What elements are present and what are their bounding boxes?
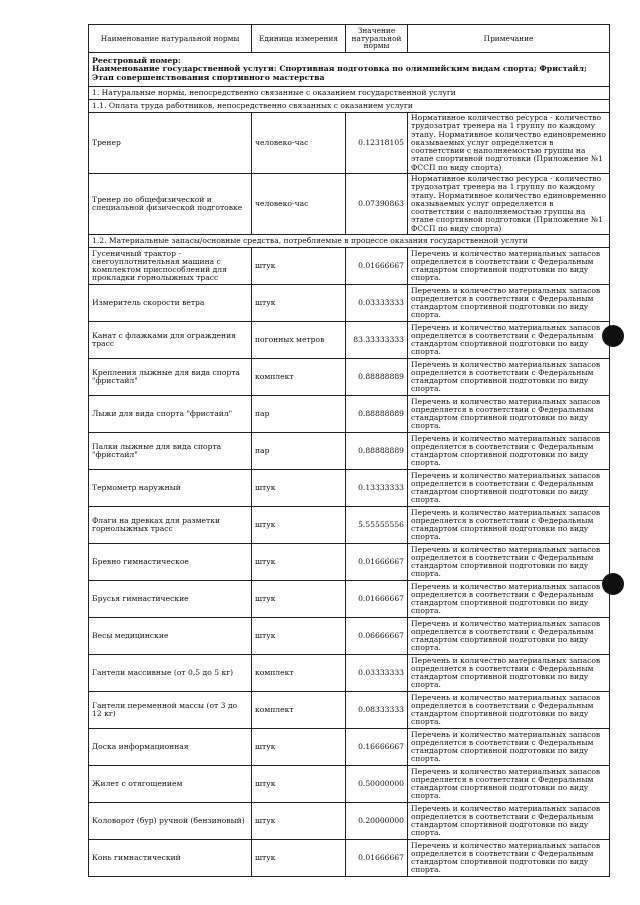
- norm-note: Перечень и количество материальных запасов определяется в соответствии с Федеральным стандартом спортивной подготовки по виду спорта.: [408, 692, 610, 729]
- norm-unit: штук: [252, 618, 346, 655]
- table-row: [89, 396, 610, 433]
- registry-cell: [89, 53, 610, 87]
- norm-note: Перечень и количество материальных запасов определяется в соответствии с Федеральным стандартом спортивной подготовки по виду спорта.: [408, 507, 610, 544]
- service-name: Наименование государственной услуги: Спортивная подготовка по олимпийским видам спорта; Фристайл; Этап совершенствования спортивного мастерства: [92, 64, 587, 82]
- norm-value: 5.55555556: [346, 507, 408, 544]
- norm-note: Перечень и количество материальных запасов определяется в соответствии с Федеральным стандартом спортивной подготовки по виду спорта.: [408, 322, 610, 359]
- norm-value: 0.03333333: [346, 285, 408, 322]
- table-row: [89, 507, 610, 544]
- norm-name: Доска информационная: [89, 729, 252, 766]
- norm-name: Канат с флажками для ограждения трасс: [89, 322, 252, 359]
- table-row: [89, 433, 610, 470]
- section-row: [89, 100, 610, 113]
- norm-name: Жилет с отягощением: [89, 766, 252, 803]
- section-row: [89, 235, 610, 248]
- norm-value: 83.33333333: [346, 322, 408, 359]
- hole-punch-mark: [602, 573, 624, 595]
- table-row: [89, 322, 610, 359]
- norm-name: Весы медицинские: [89, 618, 252, 655]
- norm-unit: человеко-час: [252, 174, 346, 235]
- registry-number: Реестровый номер:: [92, 55, 181, 65]
- table-row: [89, 692, 610, 729]
- norm-value: 0.01666667: [346, 544, 408, 581]
- header-name: Наименование натуральной нормы: [89, 25, 252, 53]
- table-header-row: [89, 25, 610, 53]
- norm-name: Палки лыжные для вида спорта "фристайл": [89, 433, 252, 470]
- norm-value: 0.88888889: [346, 359, 408, 396]
- norm-name: Лыжи для вида спорта "фристайл": [89, 396, 252, 433]
- table-row: [89, 113, 610, 174]
- table-row: [89, 248, 610, 285]
- norm-name: Измеритель скорости ветра: [89, 285, 252, 322]
- norm-unit: штук: [252, 766, 346, 803]
- section-1-title: 1. Натуральные нормы, непосредственно связанные с оказанием государственной услуги: [89, 87, 610, 100]
- table-row: [89, 470, 610, 507]
- norm-unit: штук: [252, 544, 346, 581]
- norm-value: 0.20000000: [346, 803, 408, 840]
- norm-note: Перечень и количество материальных запасов определяется в соответствии с Федеральным стандартом спортивной подготовки по виду спорта.: [408, 803, 610, 840]
- norms-document: [88, 24, 609, 877]
- section-row: [89, 87, 610, 100]
- norm-note: Перечень и количество материальных запасов определяется в соответствии с Федеральным стандартом спортивной подготовки по виду спорта.: [408, 840, 610, 877]
- norm-note: Перечень и количество материальных запасов определяется в соответствии с Федеральным стандартом спортивной подготовки по виду спорта.: [408, 285, 610, 322]
- norm-name: Гантели массивные (от 0,5 до 5 кг): [89, 655, 252, 692]
- table-row: [89, 803, 610, 840]
- norm-note: Перечень и количество материальных запасов определяется в соответствии с Федеральным стандартом спортивной подготовки по виду спорта.: [408, 581, 610, 618]
- norm-name: Коловорот (бур) ручной (бензиновый): [89, 803, 252, 840]
- norm-unit: штук: [252, 840, 346, 877]
- norm-note: Нормативное количество ресурса - количество трудозатрат тренера на 1 группу по каждому этапу. Нормативное количество единовременно оказываемых услуг определяется в соответствии с наполняемостью группы на этапе спортивной подготовки (Приложение №1 ФССП по виду спорта): [408, 174, 610, 235]
- table-row: [89, 581, 610, 618]
- norm-value: 0.06666667: [346, 618, 408, 655]
- header-unit: Единица измерения: [252, 25, 346, 53]
- norm-name: Конь гимнастический: [89, 840, 252, 877]
- norm-note: Нормативное количество ресурса - количество трудозатрат тренера на 1 группу по каждому этапу. Нормативное количество единовременно оказываемых услуг определяется в соответствии с наполняемостью группы на этапе спортивной подготовки (Приложение №1 ФССП по виду спорта): [408, 113, 610, 174]
- norm-note: Перечень и количество материальных запасов определяется в соответствии с Федеральным стандартом спортивной подготовки по виду спорта.: [408, 396, 610, 433]
- norm-name: Крепления лыжные для вида спорта "фристайл": [89, 359, 252, 396]
- norm-unit: штук: [252, 507, 346, 544]
- norm-note: Перечень и количество материальных запасов определяется в соответствии с Федеральным стандартом спортивной подготовки по виду спорта.: [408, 766, 610, 803]
- section-1-1-title: 1.1. Оплата труда работников, непосредственно связанных с оказанием услуги: [89, 100, 610, 113]
- norm-unit: погонных метров: [252, 322, 346, 359]
- norm-value: 0.03333333: [346, 655, 408, 692]
- norm-value: 0.88888889: [346, 396, 408, 433]
- hole-punch-mark: [602, 325, 624, 347]
- norm-note: Перечень и количество материальных запасов определяется в соответствии с Федеральным стандартом спортивной подготовки по виду спорта.: [408, 433, 610, 470]
- norm-unit: человеко-час: [252, 113, 346, 174]
- norm-value: 0.01666667: [346, 248, 408, 285]
- norm-unit: штук: [252, 581, 346, 618]
- section-1-2-title: 1.2. Материальные запасы/основные средства, потребляемые в процессе оказания государственной услуги: [89, 235, 610, 248]
- norm-name: Термометр наружный: [89, 470, 252, 507]
- norm-unit: пар: [252, 433, 346, 470]
- table-row: [89, 359, 610, 396]
- norm-note: Перечень и количество материальных запасов определяется в соответствии с Федеральным стандартом спортивной подготовки по виду спорта.: [408, 729, 610, 766]
- norm-name: Тренер: [89, 113, 252, 174]
- norm-note: Перечень и количество материальных запасов определяется в соответствии с Федеральным стандартом спортивной подготовки по виду спорта.: [408, 470, 610, 507]
- table-row: [89, 285, 610, 322]
- norm-name: Бревно гимнастическое: [89, 544, 252, 581]
- norm-note: Перечень и количество материальных запасов определяется в соответствии с Федеральным стандартом спортивной подготовки по виду спорта.: [408, 359, 610, 396]
- table-row: [89, 840, 610, 877]
- norm-name: Брусья гимнастические: [89, 581, 252, 618]
- registry-row: [89, 53, 610, 87]
- norm-unit: штук: [252, 729, 346, 766]
- header-value: Значение натуральной нормы: [346, 25, 408, 53]
- norms-table: [88, 24, 610, 877]
- norm-unit: штук: [252, 248, 346, 285]
- norm-value: 0.13333333: [346, 470, 408, 507]
- norm-unit: комплект: [252, 692, 346, 729]
- norm-unit: комплект: [252, 359, 346, 396]
- norm-value: 0.08333333: [346, 692, 408, 729]
- norm-value: 0.07390863: [346, 174, 408, 235]
- norm-note: Перечень и количество материальных запасов определяется в соответствии с Федеральным стандартом спортивной подготовки по виду спорта.: [408, 248, 610, 285]
- norm-value: 0.16666667: [346, 729, 408, 766]
- norm-value: 0.01666667: [346, 840, 408, 877]
- table-row: [89, 618, 610, 655]
- norm-value: 0.12318105: [346, 113, 408, 174]
- norm-value: 0.88888889: [346, 433, 408, 470]
- norm-unit: штук: [252, 285, 346, 322]
- norm-value: 0.01666667: [346, 581, 408, 618]
- norm-value: 0.50000000: [346, 766, 408, 803]
- table-row: [89, 655, 610, 692]
- table-row: [89, 174, 610, 235]
- norm-name: Флаги на древках для разметки горнолыжных трасс: [89, 507, 252, 544]
- norm-name: Тренер по общефизической и специальной физической подготовке: [89, 174, 252, 235]
- norm-name: Гантели переменной массы (от 3 до 12 кг): [89, 692, 252, 729]
- norm-note: Перечень и количество материальных запасов определяется в соответствии с Федеральным стандартом спортивной подготовки по виду спорта.: [408, 655, 610, 692]
- norm-note: Перечень и количество материальных запасов определяется в соответствии с Федеральным стандартом спортивной подготовки по виду спорта.: [408, 618, 610, 655]
- norm-note: Перечень и количество материальных запасов определяется в соответствии с Федеральным стандартом спортивной подготовки по виду спорта.: [408, 544, 610, 581]
- norm-unit: пар: [252, 396, 346, 433]
- norm-unit: штук: [252, 470, 346, 507]
- norm-name: Гусеничный трактор - снегоуплотнительная машина с комплектом приспособлений для прокладки горнолыжных трасс: [89, 248, 252, 285]
- header-note: Примечание: [408, 25, 610, 53]
- table-row: [89, 544, 610, 581]
- norm-unit: комплект: [252, 655, 346, 692]
- table-row: [89, 766, 610, 803]
- norm-unit: штук: [252, 803, 346, 840]
- table-row: [89, 729, 610, 766]
